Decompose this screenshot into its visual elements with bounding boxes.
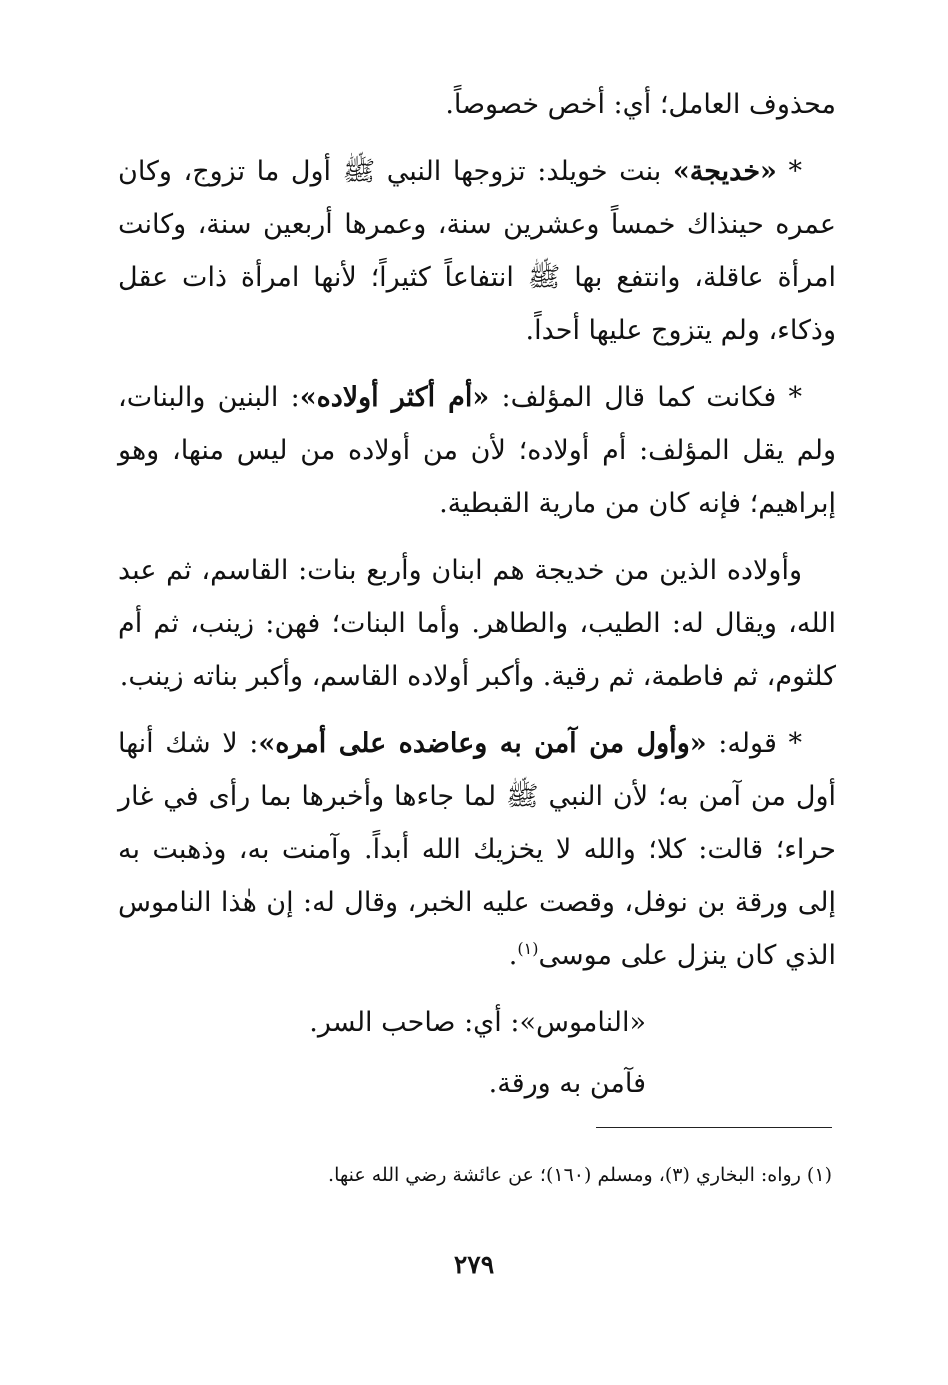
paragraph-children-text: : البنين والبنات، ولم يقل المؤلف: أم أولاده؛ لأن من أولاده من ليس منها، وهو إبراهيم؛ فإنه كان من مارية القبطية. xyxy=(118,382,836,519)
paragraph-khadija-heading: «خديجة» xyxy=(672,156,777,187)
paragraph-children-heading: «أم أكثر أولاده» xyxy=(299,382,490,413)
footnote-reference: (١) xyxy=(517,939,539,958)
paragraph-first-believer-heading: «وأول من آمن به وعاضده على أمره» xyxy=(258,728,707,759)
paragraph-namus-text: «الناموس»: أي: صاحب السر. xyxy=(309,1007,646,1038)
paragraph-first-believer-start: * قوله: xyxy=(706,728,802,759)
paragraph-names-text: وأولاده الذين من خديجة هم ابنان وأربع بنات: القاسم، ثم عبد الله، ويقال له: الطيب، والطاهر. وأما البنات؛ فهن: زينب، ثم أم كلثوم، ثم فاطمة، ثم رقية. وأكبر أولاده القاسم، وأكبر بناته زينب. xyxy=(118,555,836,692)
paragraph-intro xyxy=(118,78,836,131)
paragraph-first-believer-text: : لا شك أنها أول من آمن به؛ لأن النبي ﷺ لما جاءها وأخبرها بما رأى في غار حراء؛ قالت: كلا؛ والله لا يخزيك الله أبداً. وآمنت به، وذهبت به إلى ورقة بن نوفل، وقصت عليه الخبر، وقال له: إن هٰذا الناموس الذي كان ينزل على موسى xyxy=(118,728,836,971)
page-body xyxy=(118,78,836,1118)
paragraph-khadija xyxy=(118,145,836,357)
paragraph-waraqa xyxy=(118,1057,836,1110)
paragraph-names xyxy=(118,544,836,703)
paragraph-first-believer xyxy=(118,717,836,982)
footnote-text: (١) رواه: البخاري (٣)، ومسلم (١٦٠)؛ عن عائشة رضي الله عنها. xyxy=(328,1164,832,1186)
paragraph-khadija-text: بنت خويلد: تزوجها النبي ﷺ أول ما تزوج، وكان عمره حينذاك خمساً وعشرين سنة، وعمرها أربعين سنة، وكانت امرأة عاقلة، وانتفع بها ﷺ انتفاعاً كثيراً؛ لأنها امرأة ذات عقل وذكاء، ولم يتزوج عليها أحداً. xyxy=(118,156,836,346)
paragraph-waraqa-text: فآمن به ورقة. xyxy=(488,1068,646,1099)
page-number: ٢٧٩ xyxy=(453,1250,495,1279)
paragraph-namus xyxy=(118,996,836,1049)
paragraph-intro-text: محذوف العامل؛ أي: أخص خصوصاً. xyxy=(445,89,836,120)
paragraph-first-believer-end: . xyxy=(508,940,518,971)
paragraph-khadija-star: * xyxy=(776,156,802,187)
paragraph-children xyxy=(118,371,836,530)
footnote xyxy=(200,1160,832,1190)
footnote-divider xyxy=(596,1127,832,1128)
paragraph-children-start: * فكانت كما قال المؤلف: xyxy=(489,382,803,413)
